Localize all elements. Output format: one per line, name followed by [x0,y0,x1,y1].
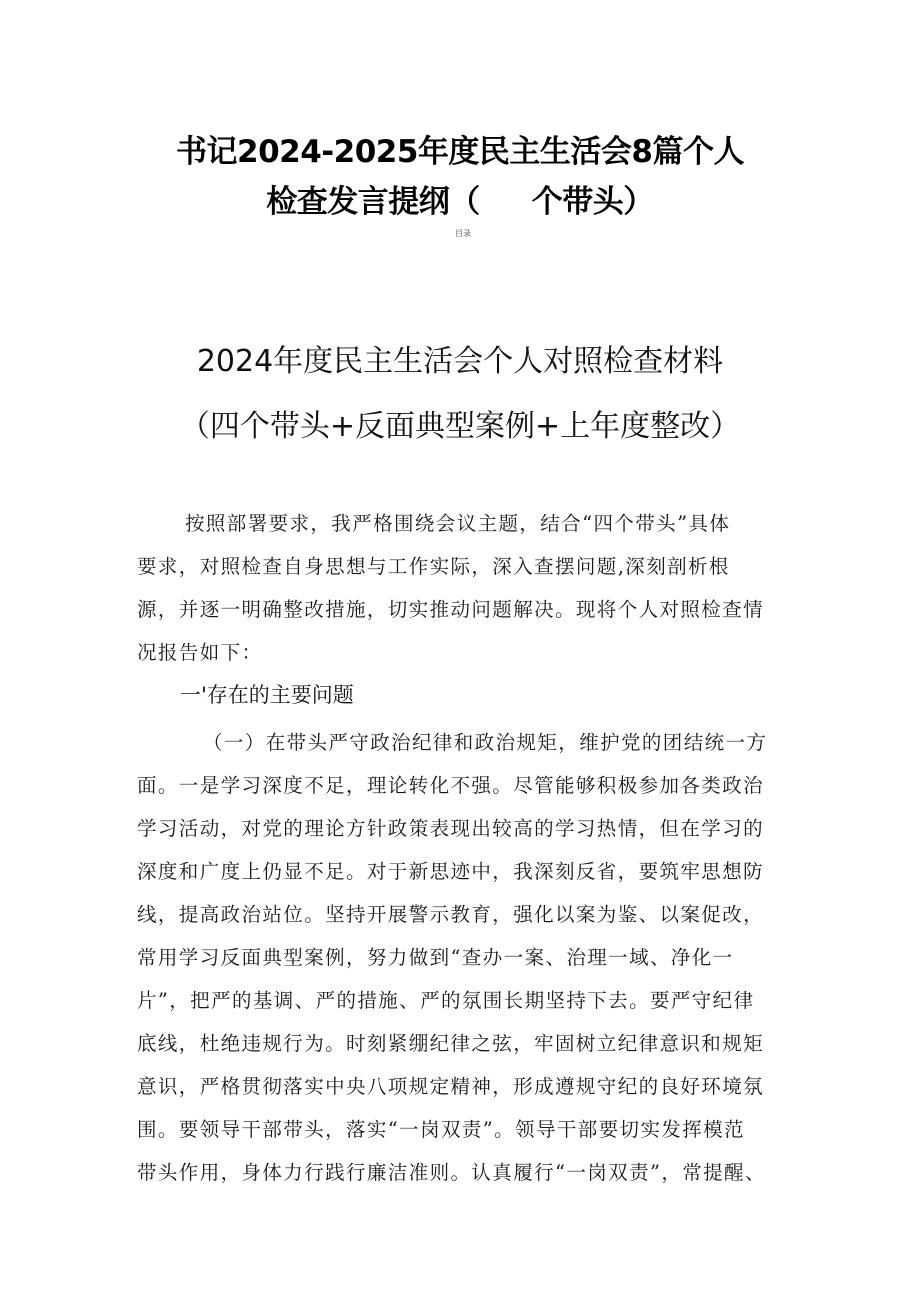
section-line: （一）在带头严守政治纪律和政治规矩，维护党的团结统一方 [203,731,768,754]
subtitle-line-1: 2024年度民主生活会个人对照检查材料 [196,344,724,379]
section-line: 片”，把严的基调、严的措施、严的氛围长期坚持下去。要严守纪律 [137,989,755,1012]
section-line: 学习活动，对党的理论方针政策表现出较高的学习热情，但在学习的 [137,817,765,840]
intro-line: 源，并逐一明确整改措施，切实推动问题解决。现将个人对照检查情 [137,598,765,621]
section-line: 围。要领导干部带头，落实“一岗双责”。领导干部要切实发挥模范 [137,1118,745,1141]
section-line: 底线，杜绝违规行为。时刻紧绷纪律之弦，牢固树立纪律意识和规矩 [137,1032,765,1055]
section-line: 深度和广度上仍显不足。对于新思迹中，我深刻反省，要筑牢思想防 [137,860,765,883]
document-title-line-2 [0,176,920,221]
section-line: 带头作用，身体力行践行廉洁准则。认真履行“一岗双责”，常提醒、 [137,1161,766,1184]
intro-line: 按照部署要求，我严格围绕会议主题，结合“四个带头”具体 [185,512,731,535]
intro-line: 要求，对照检查自身思想与工作实际，深入查摆问题,深刻剖析根 [137,555,730,578]
section-line: 面。一是学习深度不足，理论转化不强。尽管能够积极参加各类政治 [137,774,765,797]
subtitle-line-2: （四个带头+反面典型案例+上年度整改） [179,409,741,444]
section-line: 常用学习反面典型案例，努力做到“查办一案、治理一域、净化一 [137,946,734,969]
section-line: 意识，严格贯彻落实中央八项规定精神，形成遵规守纪的良好环境氛 [137,1075,765,1098]
document-title-line-2-part-b: 个带头） [531,184,654,220]
section-line: 线，提高政治站位。坚持开展警示教育，强化以案为鉴、以案促改， [137,903,765,926]
intro-line: 况报告如下： [137,641,263,664]
section-heading: 一'存在的主要问题 [180,683,354,707]
document-title-line-2-part-a: 检查发言提纲（ [266,184,480,220]
document-title-line-1: 书记2024-2025年度民主生活会8篇个人 [176,134,744,170]
small-mark: 目录 [455,229,471,238]
